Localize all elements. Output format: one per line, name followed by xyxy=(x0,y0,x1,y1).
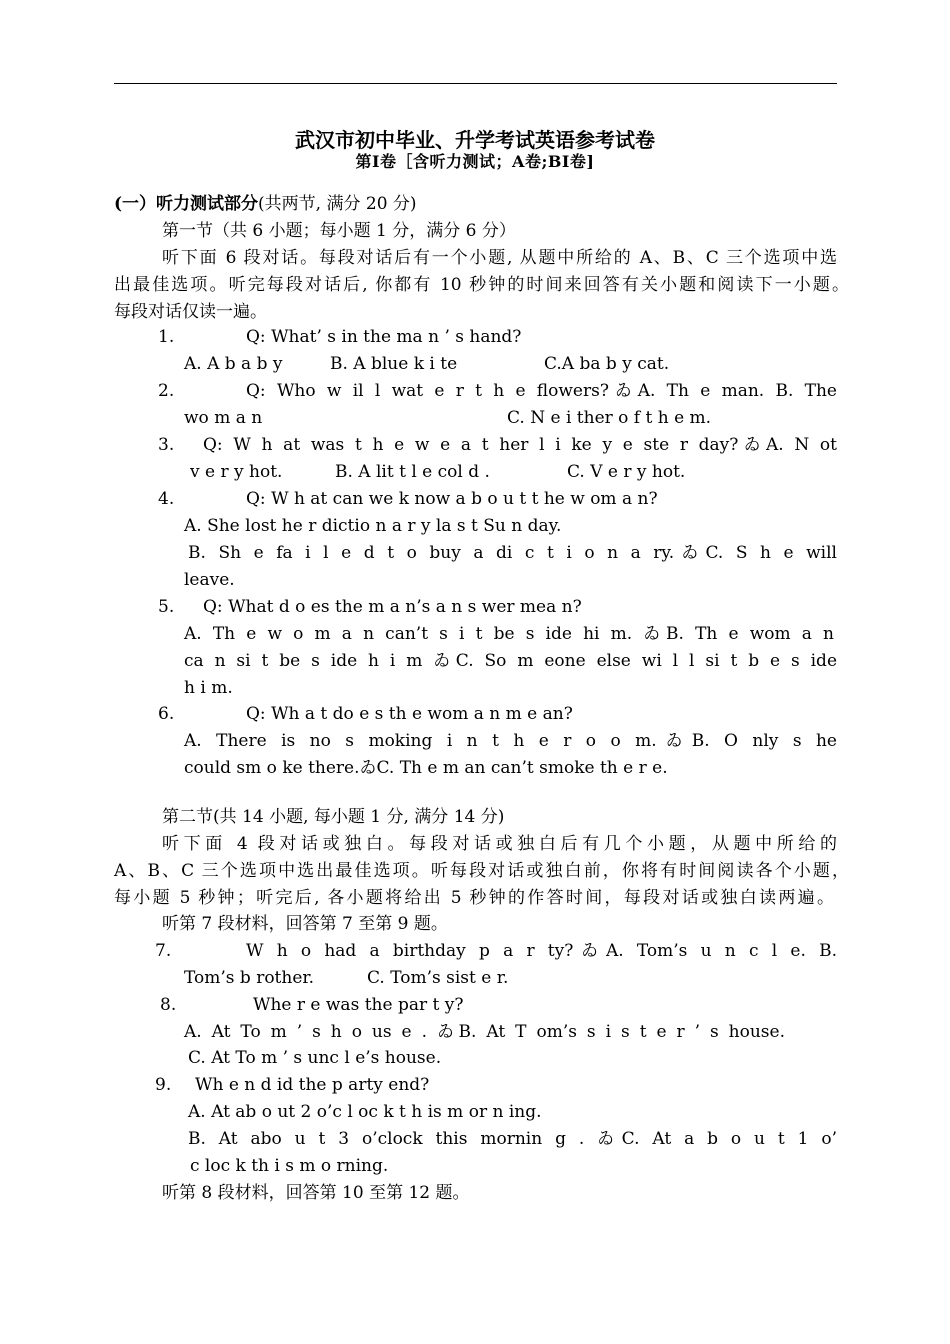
question-number: 7. xyxy=(155,941,172,961)
option-line: B. Sh e fa i l e d t o buy a di c t i o n a ry.ゐC. S h e will xyxy=(188,543,837,563)
question-number: 2. xyxy=(158,381,175,401)
question-number: 5. xyxy=(158,597,175,617)
option-line: could sm o ke there.ゐC. Th e m an can’t smoke th e r e. xyxy=(184,758,668,778)
question-number: 8. xyxy=(160,995,177,1015)
option-line: A. There is no s moking i n t h e r o o m.ゐB. O nly s he xyxy=(184,731,837,751)
material-7-note: 听第 7 段材料，回答第 7 至第 9 题。 xyxy=(162,914,448,934)
option-line: A. At ab o ut 2 o’c l oc k t h is m or n ing. xyxy=(188,1102,542,1122)
option-a: A. A b a b y xyxy=(184,354,283,374)
option-b: B. A lit t l e col d . xyxy=(335,462,490,482)
option-c: C.A ba b y cat. xyxy=(544,354,670,374)
option-line: leave. xyxy=(184,570,235,590)
top-rule xyxy=(114,83,837,84)
section1-instruction-line2: 出最佳选项。听完每段对话后, 你都有 10 秒钟的时间来回答有关小题和阅读下一小题。 xyxy=(114,275,849,295)
option-line: c loc k th i s m o rning. xyxy=(190,1156,389,1176)
section1-heading: 第一节（共 6 小题；每小题 1 分，满分 6 分） xyxy=(162,221,516,241)
option-line: C. At To m ’ s unc l e’s house. xyxy=(188,1048,442,1068)
question-text: Whe r e was the par t y? xyxy=(253,995,464,1015)
option-c: C. N e i ther o f t h e m. xyxy=(507,408,712,428)
question-text: Q: What’ s in the ma n ’ s hand? xyxy=(246,327,522,347)
option-b: B. A blue k i te xyxy=(330,354,458,374)
question-number: 9. xyxy=(155,1075,172,1095)
question-number: 6. xyxy=(158,704,175,724)
option-line: h i m. xyxy=(184,678,233,698)
option-a-continued: v e r y hot. xyxy=(190,462,283,482)
question-text: Q: Who w il l wat e r t h e flowers?ゐA. Th e man. B. The xyxy=(246,381,837,401)
page-subtitle: 第Ⅰ卷［含听力测试；A卷;BⅠ卷] xyxy=(355,152,595,171)
section2-instruction-line1: 听下面 4 段对话或独白。每段对话或独白后有几个小题，从题中所给的 xyxy=(162,834,837,854)
page-title: 武汉市初中毕业、升学考试英语参考试卷 xyxy=(295,128,655,152)
question-number: 3. xyxy=(158,435,175,455)
question-text: Q: W h at can we k now a b o u t t he w om a n? xyxy=(246,489,658,509)
question-number: 1. xyxy=(158,327,175,347)
option-line: A. Th e w o m a n can’t s i t be s ide hi m. ゐB. Th e wom a n xyxy=(184,624,834,644)
option-a-continued: Tom’s b rother. xyxy=(184,968,315,988)
question-text: Q: What d o es the m a n’s a n s wer mea n? xyxy=(203,597,582,617)
option-a-continued: wo m a n xyxy=(184,408,263,428)
part1-heading xyxy=(114,193,417,215)
option-line: ca n si t be s ide h i m ゐC. So m eone else wi l l si t b e s ide xyxy=(184,651,837,671)
section2-instruction-line3: 每小题 5 秒钟；听完后, 各小题将给出 5 秒钟的作答时间，每段对话或独白读两遍。 xyxy=(114,888,834,908)
section1-instruction-line3: 每段对话仅读一遍。 xyxy=(114,302,267,322)
option-line: A. At To m ’ s h o us e . ゐB. At T om’s s i s t e r ’ s house. xyxy=(184,1022,785,1042)
part1-heading-bold: (一）听力测试部分 xyxy=(114,194,259,214)
option-line: A. She lost he r dictio n a r y la s t Su n day. xyxy=(184,516,562,536)
question-text: Q: Wh a t do e s th e wom a n m e an? xyxy=(246,704,573,724)
question-number: 4. xyxy=(158,489,175,509)
option-c: C. V e r y hot. xyxy=(567,462,686,482)
section1-instruction-line1: 听下面 6 段对话。每段对话后有一个小题, 从题中所给的 A、B、C 三个选项中选 xyxy=(162,248,837,268)
part1-heading-rest: (共两节, 满分 20 分) xyxy=(258,194,417,214)
option-c: C. Tom’s sist e r. xyxy=(367,968,509,988)
section2-heading: 第二节(共 14 小题, 每小题 1 分, 满分 14 分) xyxy=(162,807,505,827)
option-line: B. At abo u t 3 o’clock this mornin g . ゐC. At a b o u t 1 o’ xyxy=(188,1129,837,1149)
material-8-note: 听第 8 段材料，回答第 10 至第 12 题。 xyxy=(162,1183,470,1203)
question-text: W h o had a birthday p a r ty?ゐA. Tom’s u n c l e. B. xyxy=(246,941,837,961)
section2-instruction-line2: A、B、C 三个选项中选出最佳选项。听每段对话或独白前，你将有时间阅读各个小题， xyxy=(114,861,849,881)
question-text: Q: W h at was t h e w e a t her l i ke y e ste r day?ゐA. N ot xyxy=(203,435,837,455)
question-text: Wh e n d id the p arty end? xyxy=(195,1075,430,1095)
